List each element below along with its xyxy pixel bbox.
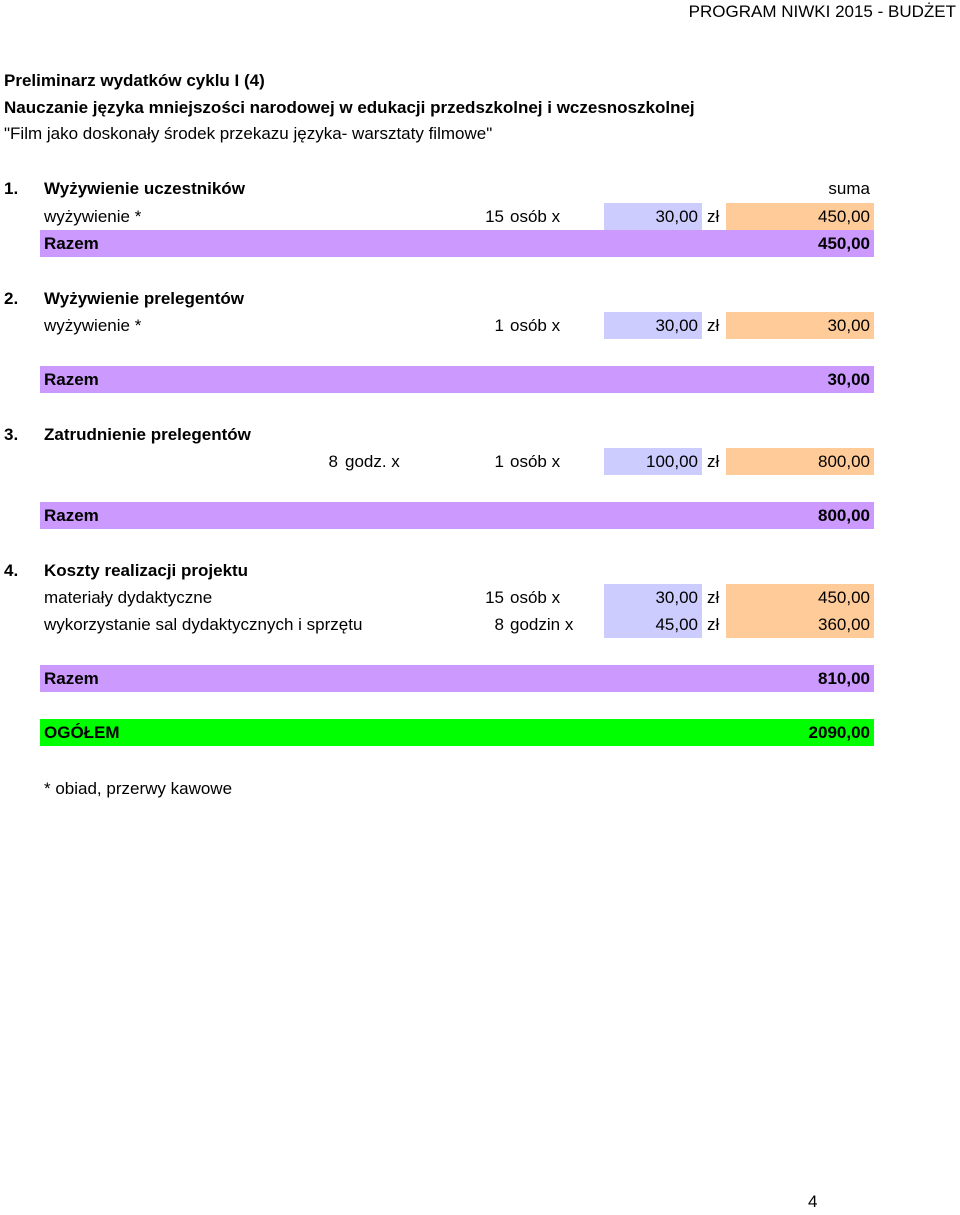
razem-label: Razem [44,370,99,389]
row-unit: osób x [510,588,561,607]
row-unit: osób x [510,207,561,226]
razem-label: Razem [44,669,99,688]
row-price-cell: 30,00 [604,312,702,339]
row-price-cell: 45,00 [604,611,702,638]
row-price-cell: 100,00 [604,448,702,475]
row-hours: 8 [328,452,338,471]
section-3-title: Zatrudnienie prelegentów [44,425,251,444]
razem-value: 800,00 [818,506,870,525]
row-unit: osób x [510,316,561,335]
row-unit: godzin x [510,615,574,634]
row-total-cell: 450,00 [726,584,874,611]
razem-value: 30,00 [827,370,870,389]
currency-label: zł [707,615,720,634]
row-count: 1 [494,452,504,471]
section-2-title: Wyżywienie prelegentów [44,289,244,308]
row-label: materiały dydaktyczne [44,588,213,607]
section-4-razem-bar [40,665,874,692]
project-name: "Film jako doskonały środek przekazu języka- warsztaty filmowe" [4,124,493,143]
row-count: 8 [494,615,504,634]
section-3-number: 3. [4,425,19,444]
row-count: 1 [494,316,504,335]
razem-label: Razem [44,234,99,253]
grand-total-label: OGÓŁEM [44,723,120,742]
razem-label: Razem [44,506,99,525]
row-total-cell: 450,00 [726,203,874,230]
section-1-title: Wyżywienie uczestników [44,179,245,198]
document-subtitle: Nauczanie języka mniejszości narodowej w edukacji przedszkolnej i wczesnoszkolnej [4,98,695,117]
row-total-cell: 30,00 [726,312,874,339]
page-header-title: PROGRAM NIWKI 2015 - BUDŻET [688,2,956,21]
row-total-cell: 800,00 [726,448,874,475]
currency-label: zł [707,207,720,226]
page-number: 4 [808,1192,818,1211]
row-label: wyżywienie * [44,207,142,226]
row-total-cell: 360,00 [726,611,874,638]
row-count: 15 [485,588,504,607]
section-2-razem-bar [40,366,874,393]
grand-total-value: 2090,00 [808,723,870,742]
footnote: * obiad, przerwy kawowe [44,779,233,798]
row-label: wykorzystanie sal dydaktycznych i sprzętu [44,615,363,634]
razem-value: 810,00 [818,669,870,688]
section-1-number: 1. [4,179,19,198]
grand-total-bar [40,719,874,746]
row-unit: osób x [510,452,561,471]
row-price-cell: 30,00 [604,203,702,230]
section-1-razem-bar [40,230,874,257]
row-label: wyżywienie * [44,316,142,335]
document-title: Preliminarz wydatków cyklu I (4) [4,71,265,90]
row-count: 15 [485,207,504,226]
currency-label: zł [707,316,720,335]
section-2-number: 2. [4,289,19,308]
section-4-number: 4. [4,561,19,580]
suma-column-label: suma [828,179,870,198]
razem-value: 450,00 [818,234,870,253]
currency-label: zł [707,452,720,471]
row-hours-unit: godz. x [345,452,400,471]
row-price-cell: 30,00 [604,584,702,611]
currency-label: zł [707,588,720,607]
section-3-razem-bar [40,502,874,529]
section-4-title: Koszty realizacji projektu [44,561,249,580]
